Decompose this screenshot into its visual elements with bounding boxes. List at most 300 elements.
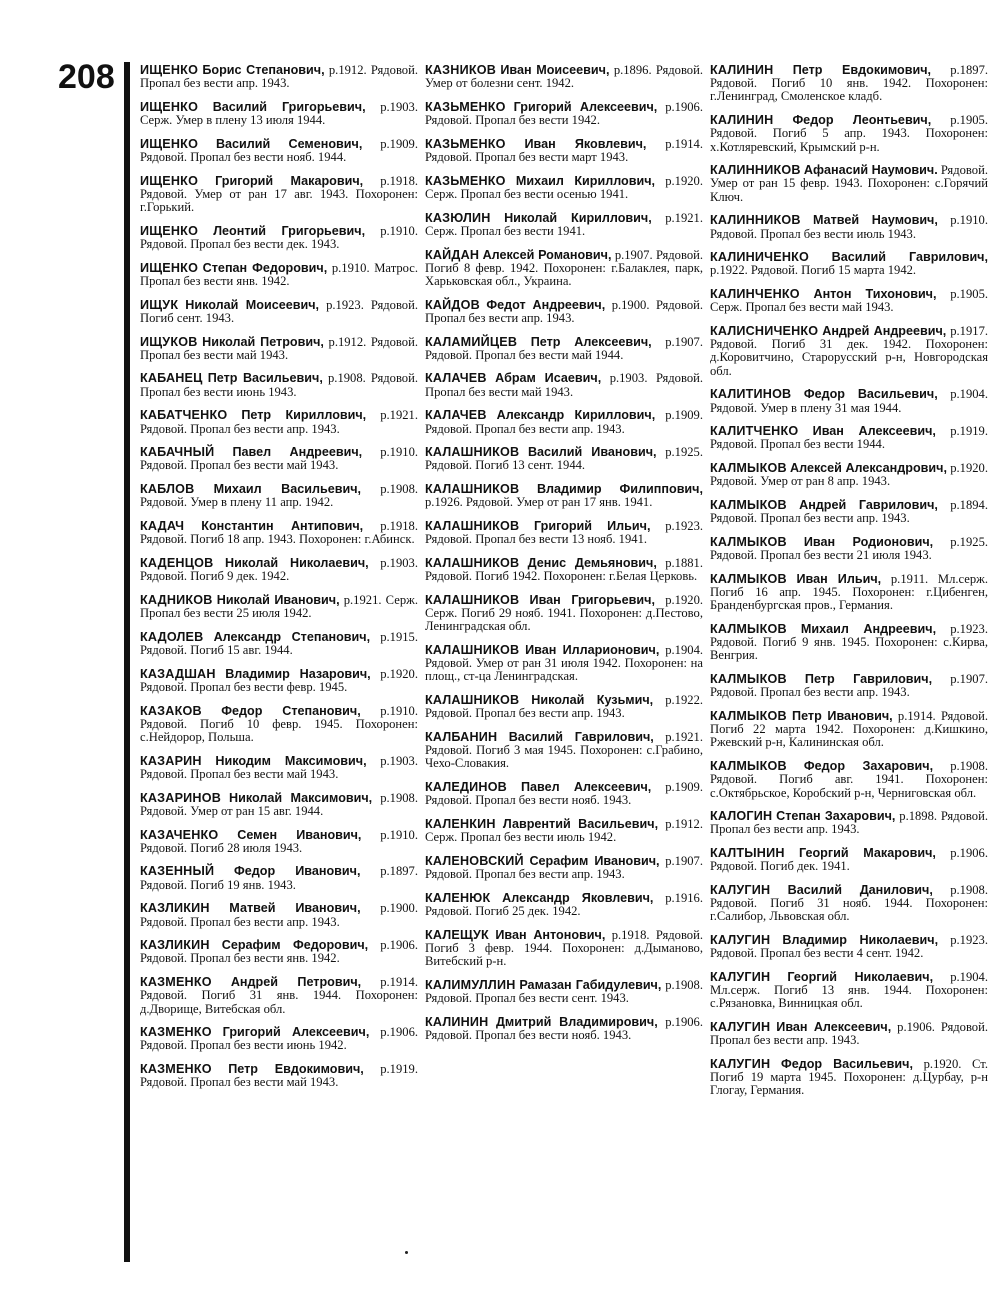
entry-surname: КАЛАЧЕВ <box>425 371 487 386</box>
list-item <box>425 446 703 472</box>
entry-details: р.1923. Рядовой. Погиб 9 янв. 1945. Похоронен: с.Кирва, Венгрия. <box>710 622 988 663</box>
list-item <box>140 138 418 164</box>
list-item <box>140 409 418 435</box>
entry-given-name: Павел Андреевич, <box>232 445 363 460</box>
entry-given-name: Федор Захарович, <box>803 759 934 774</box>
entry-details: р.1904. Рядовой. Умер от ран 31 июля 1942. Похоронен: на площ., ст-ца Ленинградская. <box>425 643 704 684</box>
entry-details: р.1896. Рядовой. Умер от болезни сент. 1942. <box>425 63 703 91</box>
entry-given-name: Семен Иванович, <box>237 827 362 842</box>
entry-given-name: Степан Захарович, <box>776 809 896 824</box>
entry-given-name: Рамазан Габидулевич, <box>519 977 662 992</box>
list-item <box>140 557 418 583</box>
list-item <box>140 792 418 818</box>
list-item <box>140 976 418 1016</box>
entry-given-name: Александр Степанович, <box>213 629 371 644</box>
entry-surname: КАЗЬМЕНКО <box>425 173 506 188</box>
entry-surname: КАБАТЧЕНКО <box>140 408 228 423</box>
entry-surname: КАЛИМУЛЛИН <box>425 977 516 992</box>
entry-given-name: Петр Кириллович, <box>241 408 367 423</box>
entry-surname: ИЩЕНКО <box>140 136 199 151</box>
entry-surname: ИЩЕНКО <box>140 63 199 77</box>
entry-details: р.1908. Рядовой. Умер в плену 11 апр. 1942. <box>140 482 419 510</box>
entry-given-name: Иван Григорьевич, <box>529 592 655 607</box>
entry-surname: КАЛАШНИКОВ <box>425 445 520 460</box>
entry-surname: КАЗАКОВ <box>140 703 202 718</box>
list-item <box>425 101 703 127</box>
entry-given-name: Петр Васильевич, <box>207 371 323 386</box>
entry-surname: ИЩЕНКО <box>140 173 199 188</box>
entry-details: р.1907. Рядовой. Погиб 8 февр. 1942. Похоронен: г.Балаклея, парк, Харьковская обл., Украина. <box>425 247 704 288</box>
entry-surname: КАЛАЧЕВ <box>425 408 487 423</box>
entry-given-name: Василий Иванович, <box>527 445 657 460</box>
list-item <box>425 892 703 918</box>
entry-details: р.1909. Рядовой. Пропал без вести нояб. 1943. <box>425 780 703 808</box>
entry-given-name: Василий Данилович, <box>787 883 933 898</box>
list-item <box>140 668 418 694</box>
list-item <box>710 462 988 488</box>
list-item <box>425 138 703 164</box>
column-1 <box>140 64 418 1100</box>
entry-details: р.1920. Рядовой. Пропал без вести февр. 1945. <box>140 666 418 694</box>
entry-surname: ИЩУК <box>140 297 179 312</box>
entry-surname: КАЛИТИНОВ <box>710 387 792 402</box>
page-number: 208 <box>58 58 115 96</box>
entry-given-name: Василий Семенович, <box>215 136 363 151</box>
entry-details: р.1907. Рядовой. Пропал без вести апр. 1943. <box>425 853 703 882</box>
list-item <box>140 372 418 398</box>
entry-details: р.1923. Рядовой. Пропал без вести 13 нояб. 1941. <box>425 519 704 547</box>
list-item <box>425 64 703 90</box>
entry-details: р.1900. Рядовой. Пропал без вести апр. 1943. <box>425 297 704 325</box>
entry-given-name: Михаил Андреевич, <box>800 622 937 636</box>
list-item <box>710 710 988 750</box>
entry-given-name: Владимир Назарович, <box>225 666 371 681</box>
list-item <box>425 644 703 684</box>
entry-surname: КАЛОГИН <box>710 809 773 824</box>
entry-details: р.1903. Рядовой. Пропал без вести май 1943. <box>140 753 418 781</box>
list-item <box>140 64 418 90</box>
entry-details: р.1894. Рядовой. Пропал без вести апр. 1943. <box>710 498 988 526</box>
entry-surname: КАЛИННИКОВ <box>710 213 801 228</box>
entry-given-name: Иван Ильич, <box>796 571 882 586</box>
entry-details: р.1920. Серж. Погиб 29 нояб. 1941. Похоронен: д.Пестово, Ленинградская обл. <box>425 592 704 634</box>
entry-given-name: Василий Григорьевич, <box>212 99 366 114</box>
list-item <box>425 557 703 583</box>
list-item <box>425 818 703 844</box>
entry-given-name: Михаил Васильевич, <box>213 482 362 497</box>
list-item <box>140 1063 418 1089</box>
entry-details: р.1908. Рядовой. Пропал без вести сент. 1943. <box>425 977 703 1006</box>
entry-surname: КАЛУГИН <box>710 970 771 985</box>
entry-details: р.1910. Рядовой. Погиб 10 февр. 1945. Похоронен: с.Нейдорор, Польша. <box>140 703 418 745</box>
entry-surname: КАЛТЫНИН <box>710 846 785 861</box>
entry-given-name: Петр Иванович, <box>792 709 893 724</box>
list-item <box>425 520 703 546</box>
list-item <box>425 1016 703 1042</box>
list-item <box>425 249 703 289</box>
entry-surname: КАДАЧ <box>140 519 185 534</box>
entry-details: р.1905. Серж. Пропал без вести май 1943. <box>710 287 989 315</box>
list-item <box>140 594 418 620</box>
entry-surname: КАЛАШНИКОВ <box>425 482 520 497</box>
entry-surname: КАЛАМИЙЦЕВ <box>425 334 518 349</box>
entry-surname: ИЩЕНКО <box>140 99 199 114</box>
entry-details: р.1898. Рядовой. Пропал без вести апр. 1943. <box>710 809 988 837</box>
list-item <box>710 971 988 1011</box>
entry-details: р.1909. Рядовой. Пропал без вести нояб. 1944. <box>140 136 418 165</box>
entry-given-name: Николай Петрович, <box>202 334 324 349</box>
entry-details: р.1914. Рядовой. Пропал без вести март 1943. <box>425 136 703 165</box>
list-item <box>710 425 988 451</box>
entry-details: р.1921. Рядовой. Пропал без вести апр. 1943. <box>140 408 418 436</box>
entry-surname: КАЛИННИКОВ <box>710 163 801 178</box>
entry-details: р.1907. Рядовой. Пропал без вести май 1944. <box>425 334 703 362</box>
entry-surname: КАЗАЧЕНКО <box>140 827 219 842</box>
entry-surname: КАЛЕНЮК <box>425 890 491 905</box>
entry-surname: КАЛМЫКОВ <box>710 622 787 636</box>
entry-details: р.1903. Серж. Умер в плену 13 июля 1944. <box>140 99 418 128</box>
entry-surname: КАЗЬМЕНКО <box>425 136 506 151</box>
entry-details: р.1920. Рядовой. Умер от ран 8 апр. 1943. <box>710 461 988 489</box>
list-item <box>140 446 418 472</box>
entry-surname: КАЛМЫКОВ <box>710 498 787 513</box>
list-item <box>710 884 988 924</box>
entry-details: р.1914. Рядовой. Погиб 22 марта 1942. Похоронен: д.Кишкино, Ржевский р-н, Калининская обл. <box>710 709 989 750</box>
entry-surname: КАЗНИКОВ <box>425 63 496 77</box>
entry-details: р.1906. Рядовой. Пропал без вести янв. 1942. <box>140 938 418 966</box>
entry-given-name: Владимир Николаевич, <box>782 933 939 948</box>
entry-surname: КАБЛОВ <box>140 482 195 497</box>
column-3 <box>710 64 988 1108</box>
list-item <box>710 164 988 204</box>
entry-surname: КАЛУГИН <box>710 933 771 948</box>
list-item <box>140 520 418 546</box>
entry-surname: КАЛАШНИКОВ <box>425 519 520 534</box>
entry-given-name: Абрам Исаевич, <box>495 371 602 386</box>
entry-details: р.1921. Серж. Пропал без вести 1941. <box>425 210 703 238</box>
list-item <box>140 483 418 509</box>
entry-given-name: Александр Кириллович, <box>496 408 656 423</box>
entry-details: р.1921. Рядовой. Погиб 3 мая 1945. Похоронен: с.Грабино, Чехо-Словакия. <box>425 730 703 771</box>
entry-given-name: Георгий Макарович, <box>798 846 936 861</box>
entry-given-name: Григорий Макарович, <box>215 173 364 188</box>
entry-surname: КАЛЕЩУК <box>425 927 489 942</box>
entry-surname: ИЩЕНКО <box>140 223 199 238</box>
list-item <box>710 623 988 663</box>
column-2 <box>425 64 703 1053</box>
entry-surname: КАДЕНЦОВ <box>140 555 214 570</box>
entry-details: Рядовой. Умер от ран 15 февр. 1943. Похоронен: с.Горячий Ключ. <box>710 163 988 204</box>
entry-given-name: Николай Моисеевич, <box>185 297 320 312</box>
entry-details: р.1925. Рядовой. Погиб 13 сент. 1944. <box>425 445 703 473</box>
entry-given-name: Алексей Романович, <box>482 247 612 262</box>
entry-details: р.1926. Рядовой. Умер от ран 17 янв. 1941. <box>425 495 653 510</box>
entry-surname: КАЛБАНИН <box>425 730 498 745</box>
entry-given-name: Серафим Федорович, <box>221 938 369 953</box>
list-item <box>140 631 418 657</box>
entry-surname: КАЛУГИН <box>710 883 771 898</box>
entry-given-name: Андрей Петрович, <box>230 975 362 990</box>
list-item <box>425 483 703 509</box>
entry-details: р.1918. Рядовой. Умер от ран 17 авг. 1943. Похоронен: г.Горький. <box>140 173 419 215</box>
list-item <box>710 64 988 104</box>
entry-surname: КАЗМЕНКО <box>140 1062 212 1077</box>
entry-given-name: Серафим Иванович, <box>529 853 660 868</box>
entry-details: р.1906. Рядовой. Погиб дек. 1941. <box>710 846 988 874</box>
entry-given-name: Леонтий Григорьевич, <box>213 223 366 238</box>
entry-given-name: Петр Евдокимович, <box>792 63 932 77</box>
entry-given-name: Андрей Андреевич, <box>822 324 947 339</box>
entry-given-name: Федор Васильевич, <box>780 1057 913 1072</box>
entry-given-name: Григорий Алексеевич, <box>513 99 658 114</box>
entry-surname: КАЗЛИКИН <box>140 901 210 916</box>
entry-details: р.1923. Рядовой. Пропал без вести 4 сент. 1942. <box>710 933 988 961</box>
list-item <box>425 594 703 634</box>
list-item <box>140 865 418 891</box>
entry-details: р.1904. Мл.серж. Погиб 13 янв. 1944. Похоронен: с.Рязановка, Винницкая обл. <box>710 970 988 1011</box>
entry-surname: ИЩУКОВ <box>140 334 198 349</box>
entry-surname: КАЛАШНИКОВ <box>425 643 520 657</box>
entry-given-name: Иван Родионович, <box>803 534 934 549</box>
list-item <box>710 288 988 314</box>
entry-details: р.1921. Серж. Пропал без вести 25 июля 1942. <box>140 592 418 621</box>
entry-given-name: Степан Федорович, <box>202 260 328 275</box>
entry-details: р.1904. Рядовой. Умер в плену 31 мая 1944. <box>710 387 988 415</box>
entry-surname: КАЛЕНКИН <box>425 817 496 832</box>
entry-given-name: Николай Максимович, <box>229 790 373 805</box>
list-item <box>425 929 703 969</box>
entry-given-name: Иван Алексеевич, <box>812 424 936 439</box>
list-item <box>710 388 988 414</box>
entry-given-name: Николай Иванович, <box>216 592 340 607</box>
entry-surname: КАЛАШНИКОВ <box>425 592 520 607</box>
entry-details: р.1908. Рядовой. Погиб авг. 1941. Похоронен: с.Октябрьское, Коробский р-н, Черниговская обл. <box>710 759 988 800</box>
list-item <box>710 760 988 800</box>
list-item <box>710 536 988 562</box>
entry-given-name: Никодим Максимович, <box>215 753 367 768</box>
entry-given-name: Константин Антипович, <box>201 519 364 534</box>
entry-details: р.1897. Рядовой. Погиб 10 янв. 1942. Похоронен: г.Ленинград, Смоленское кладб. <box>710 63 989 104</box>
entry-given-name: Федот Андреевич, <box>486 297 606 312</box>
entry-details: р.1925. Рядовой. Пропал без вести 21 июля 1943. <box>710 534 989 563</box>
entry-surname: КАЙДАН <box>425 247 480 262</box>
entry-given-name: Николай Николаевич, <box>224 555 369 570</box>
entry-details: р.1911. Мл.серж. Погиб 16 апр. 1945. Похоронен: г.Цибенген, Бранденбургская пров., Германия. <box>710 571 989 613</box>
entry-details: р.1914. Рядовой. Погиб 31 янв. 1944. Похоронен: д.Дворище, Витебская обл. <box>140 975 418 1016</box>
entry-surname: КАЛИНИН <box>710 113 774 128</box>
entry-details: р.1900. Рядовой. Пропал без вести апр. 1943. <box>140 901 418 929</box>
list-item <box>710 847 988 873</box>
entry-surname: КАЛУГИН <box>710 1057 771 1072</box>
entry-given-name: Антон Тихонович, <box>813 287 937 302</box>
footer-dot <box>405 1251 408 1254</box>
list-item <box>710 114 988 154</box>
entry-given-name: Федор Степанович, <box>221 703 361 718</box>
entry-surname: КАЗАРИНОВ <box>140 790 222 805</box>
entry-given-name: Николай Кузьмич, <box>531 693 654 708</box>
entry-details: р.1916. Рядовой. Погиб 25 дек. 1942. <box>425 890 703 919</box>
entry-surname: КАЛИНЧЕНКО <box>710 287 800 302</box>
entry-details: р.1910. Рядовой. Пропал без вести дек. 1943. <box>140 223 418 252</box>
entry-given-name: Павел Алексеевич, <box>520 780 652 795</box>
entry-details: р.1905. Рядовой. Погиб 5 апр. 1943. Похоронен: х.Котляревский, Крымский р-н. <box>710 113 988 154</box>
entry-details: р.1903. Рядовой. Пропал без вести май 1943. <box>425 371 704 399</box>
list-item <box>710 934 988 960</box>
list-item <box>140 299 418 325</box>
list-item <box>425 212 703 238</box>
entry-details: р.1906. Рядовой. Пропал без вести апр. 1943. <box>710 1020 988 1048</box>
list-item <box>425 175 703 201</box>
entry-details: р.1918. Рядовой. Погиб 3 февр. 1944. Похоронен: д.Дыманово, Витебский р-н. <box>425 927 703 969</box>
list-item <box>140 262 418 288</box>
list-item <box>140 1026 418 1052</box>
list-item <box>140 101 418 127</box>
list-item <box>140 755 418 781</box>
entry-surname: КАЙДОВ <box>425 297 480 312</box>
entry-details: р.1903. Рядовой. Погиб 9 дек. 1942. <box>140 555 418 584</box>
list-item <box>425 372 703 398</box>
entry-surname: КАЗМЕНКО <box>140 1025 212 1040</box>
entry-given-name: Иван Яковлевич, <box>524 136 647 151</box>
entry-given-name: Матвей Иванович, <box>229 901 361 916</box>
entry-details: р.1920. Серж. Пропал без вести осенью 1941. <box>425 173 703 201</box>
list-item <box>425 855 703 881</box>
entry-details: р.1910. Рядовой. Пропал без вести май 1943. <box>140 445 419 473</box>
entry-given-name: Иван Антонович, <box>495 927 606 942</box>
entry-details: р.1908. Рядовой. Пропал без вести июнь 1943. <box>140 371 418 399</box>
entry-surname: КАБАНЕЦ <box>140 371 203 386</box>
entry-details: р.1908. Рядовой. Погиб 31 нояб. 1944. Похоронен: г.Салибор, Львовская обл. <box>710 883 988 924</box>
entry-given-name: Иван Илларионович, <box>525 643 660 657</box>
list-item <box>710 673 988 699</box>
list-item <box>140 175 418 215</box>
entry-given-name: Михаил Кириллович, <box>515 173 656 188</box>
list-item <box>425 781 703 807</box>
entry-surname: КАЛМЫКОВ <box>710 534 787 549</box>
list-item <box>710 214 988 240</box>
entry-surname: КАЛИНИЧЕНКО <box>710 250 809 265</box>
list-item <box>710 1021 988 1047</box>
entry-details: р.1910. Матрос. Пропал без вести янв. 1942. <box>140 260 418 288</box>
entry-surname: КАЗМЕНКО <box>140 975 212 990</box>
entry-given-name: Александр Яковлевич, <box>502 890 654 905</box>
list-item <box>710 1058 988 1098</box>
list-item <box>425 409 703 435</box>
entry-given-name: Петр Евдокимович, <box>228 1062 364 1077</box>
entry-details: р.1906. Рядовой. Пропал без вести июнь 1942. <box>140 1025 419 1053</box>
margin-bar <box>124 62 130 1262</box>
entry-details: р.1917. Рядовой. Погиб 31 дек. 1942. Похоронен: д.Коровитчино, Старорусский р-н, Новгородская обл. <box>710 324 989 378</box>
entry-details: р.1881. Рядовой. Погиб 1942. Похоронен: г.Белая Церковь. <box>425 555 703 584</box>
entry-surname: ИЩЕНКО <box>140 260 199 275</box>
entry-details: р.1906. Рядовой. Пропал без вести нояб. 1943. <box>425 1014 703 1042</box>
entry-surname: КАЛИНИН <box>425 1014 489 1029</box>
entry-details: р.1912. Серж. Пропал без вести июль 1942. <box>425 817 703 845</box>
entry-surname: КАЛЕДИНОВ <box>425 780 507 795</box>
entry-given-name: Андрей Гаврилович, <box>799 498 938 513</box>
entry-given-name: Афанасий Наумович. <box>803 163 938 178</box>
entry-surname: КАЗЕННЫЙ <box>140 864 215 879</box>
list-item <box>140 225 418 251</box>
entry-surname: КАЗЮЛИН <box>425 210 491 225</box>
list-item <box>140 902 418 928</box>
entry-given-name: Василий Гаврилович, <box>508 730 654 745</box>
entry-surname: КАДНИКОВ <box>140 592 213 607</box>
entry-given-name: Борис Степанович, <box>202 63 325 77</box>
entry-surname: КАЛЕНОВСКИЙ <box>425 853 524 868</box>
entry-given-name: Дмитрий Владимирович, <box>495 1014 658 1029</box>
entry-given-name: Федор Иванович, <box>234 864 361 879</box>
entry-given-name: Григорий Ильич, <box>534 519 651 534</box>
entry-given-name: Василий Гаврилович, <box>831 250 988 265</box>
entry-surname: КАЗАРИН <box>140 753 202 768</box>
entry-given-name: Федор Леонтьевич, <box>792 113 932 128</box>
entry-surname: КАЛМЫКОВ <box>710 461 787 476</box>
entry-details: р.1922. Рядовой. Погиб 15 марта 1942. <box>710 263 917 278</box>
list-item <box>140 705 418 745</box>
entry-given-name: Владимир Филиппович, <box>536 482 703 497</box>
entry-details: р.1912. Рядовой. Пропал без вести апр. 1943. <box>140 63 418 91</box>
entry-given-name: Денис Демьянович, <box>527 555 657 570</box>
entry-surname: КАЛАШНИКОВ <box>425 693 520 708</box>
entry-given-name: Алексей Александрович, <box>790 461 947 476</box>
list-item <box>140 829 418 855</box>
list-item <box>425 731 703 771</box>
entry-details: р.1918. Рядовой. Погиб 18 апр. 1943. Похоронен: г.Абинск. <box>140 519 418 547</box>
entry-details: р.1908. Рядовой. Умер от ран 15 авг. 1944. <box>140 790 418 818</box>
list-item <box>140 939 418 965</box>
entry-details: р.1910. Рядовой. Пропал без вести июль 1943. <box>710 213 988 241</box>
entry-surname: КАЗАДШАН <box>140 666 216 681</box>
entry-details: р.1906. Рядовой. Пропал без вести 1942. <box>425 99 703 128</box>
entry-surname: КАДОЛЕВ <box>140 629 204 644</box>
entry-given-name: Николай Кириллович, <box>504 210 652 225</box>
entry-surname: КАЛИНИН <box>710 63 774 77</box>
list-item <box>710 325 988 378</box>
entry-details: р.1920. Ст. Погиб 19 марта 1945. Похоронен: д.Цурбау, р-н Глогау, Германия. <box>710 1057 988 1098</box>
entry-details: р.1912. Рядовой. Пропал без вести май 1943. <box>140 334 418 362</box>
entry-surname: КАЛМЫКОВ <box>710 672 787 687</box>
list-item <box>710 499 988 525</box>
entry-details: р.1922. Рядовой. Пропал без вести апр. 1943. <box>425 693 704 721</box>
entry-given-name: Григорий Алексеевич, <box>222 1025 370 1040</box>
entry-surname: КАЛУГИН <box>710 1020 771 1035</box>
list-item <box>710 251 988 277</box>
entry-details: р.1919. Рядовой. Пропал без вести май 1943. <box>140 1062 418 1090</box>
entry-given-name: Петр Гаврилович, <box>804 672 933 687</box>
entry-given-name: Иван Моисеевич, <box>500 63 610 77</box>
list-item <box>710 810 988 836</box>
entry-surname: КАЗЛИКИН <box>140 938 210 953</box>
entry-details: р.1910. Рядовой. Погиб 28 июля 1943. <box>140 827 418 855</box>
entry-given-name: Матвей Наумович, <box>812 213 938 228</box>
entry-surname: КАЛИСНИЧЕНКО <box>710 324 819 339</box>
entry-given-name: Петр Алексеевич, <box>530 334 652 349</box>
list-item <box>425 979 703 1005</box>
entry-given-name: Федор Васильевич, <box>803 387 938 402</box>
list-item <box>425 336 703 362</box>
list-item <box>710 573 988 613</box>
entry-given-name: Иван Алексеевич, <box>776 1020 892 1035</box>
list-item <box>425 299 703 325</box>
entry-details: р.1915. Рядовой. Погиб 15 авг. 1944. <box>140 629 418 657</box>
list-item <box>140 336 418 362</box>
entry-surname: КАЛИТЧЕНКО <box>710 424 799 439</box>
entry-details: р.1919. Рядовой. Пропал без вести 1944. <box>710 424 988 452</box>
entry-details: р.1907. Рядовой. Пропал без вести апр. 1943. <box>710 672 989 700</box>
entry-details: р.1897. Рядовой. Погиб 19 янв. 1943. <box>140 864 418 892</box>
entry-surname: КАБАЧНЫЙ <box>140 445 215 460</box>
